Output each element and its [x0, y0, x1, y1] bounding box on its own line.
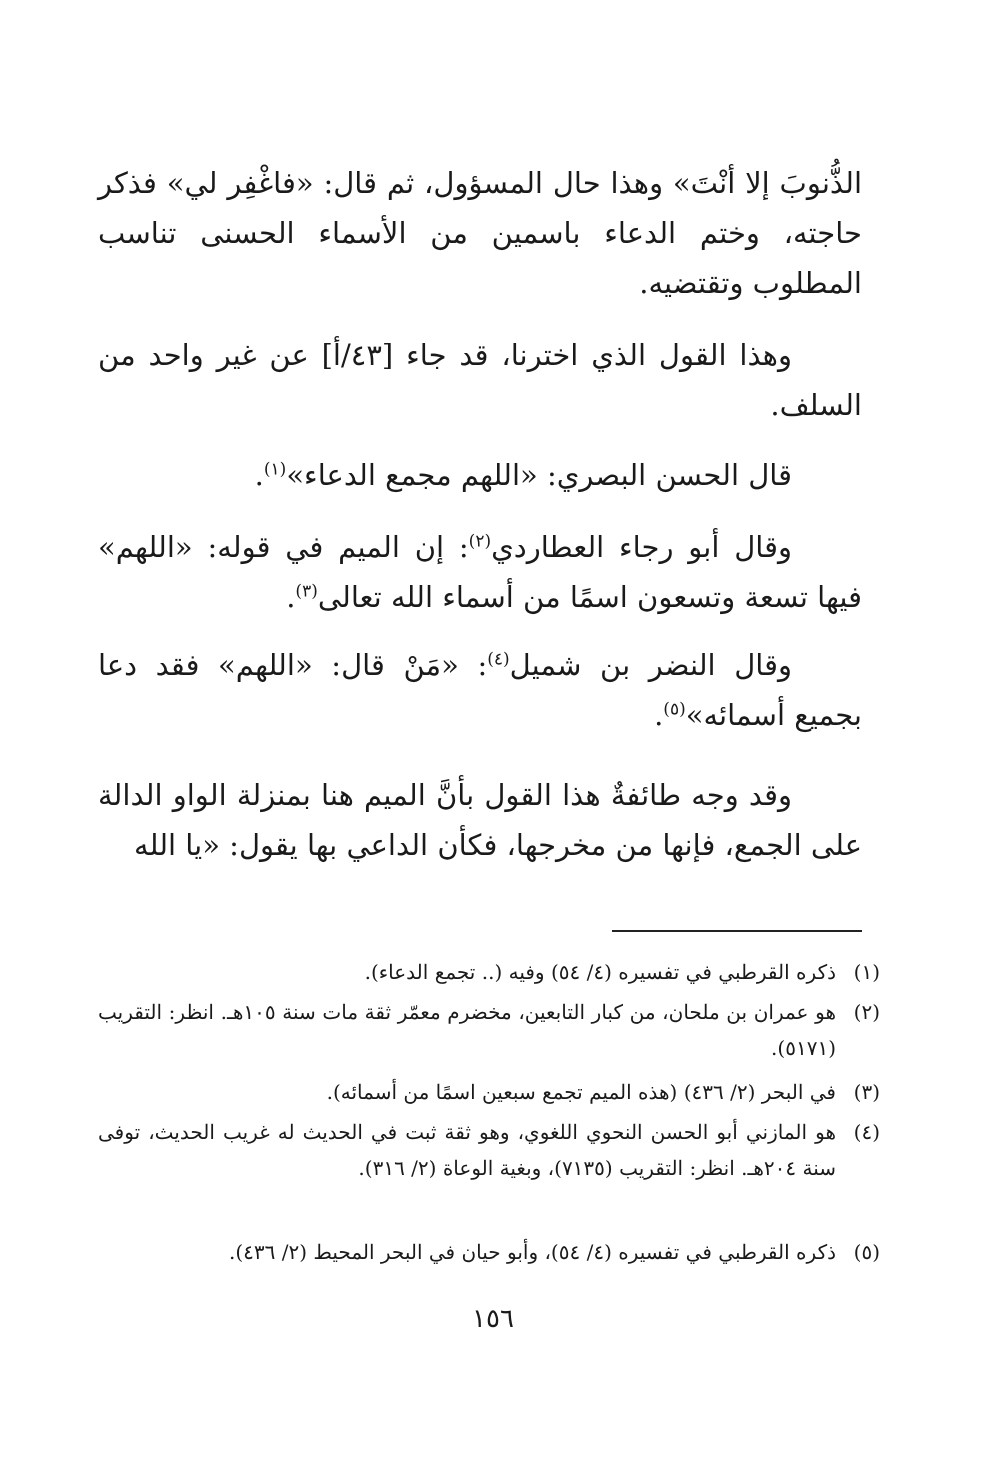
- footnote-text: هو المازني أبو الحسن النحوي اللغوي، وهو ثقة ثبت في الحديث له غريب الحديث، توفى سنة ٢٠٤هـ. انظر: التقريب (٧١٣٥)، وبغية الوعاة (٢/ ٣١٦).: [98, 1120, 836, 1180]
- footnote-number: (٣): [853, 1080, 880, 1104]
- paragraph-hasan-basri: [98, 450, 862, 500]
- footnote-text: ذكره القرطبي في تفسيره (٤/ ٥٤) وفيه (.. تجمع الدعاء).: [364, 960, 836, 984]
- footnote-ref: (٣): [295, 581, 318, 602]
- paragraph-text: قال الحسن البصري: «اللهم مجمع الدعاء»: [286, 458, 792, 492]
- paragraph-text: : «مَنْ قال: «اللهم» فقد دعا بجميع أسمائه»: [98, 648, 862, 732]
- footnote-number: (٥): [853, 1240, 880, 1264]
- paragraph-text: وقال أبو رجاء العطاردي: [491, 530, 792, 564]
- paragraph-text: الذُّنوبَ إلا أنْتَ» وهذا حال المسؤول، ثم قال: «فاغْفِر لي» فذكر حاجته، وختم الدعاء باسمين من الأسماء الحسنى تناسب المطلوب وتقتضيه.: [98, 166, 862, 300]
- paragraph-nadr-shumail: [98, 640, 862, 740]
- footnote-4: [98, 1114, 880, 1186]
- footnote-ref: (٥): [663, 699, 686, 720]
- footnote-ref: (٢): [468, 531, 492, 552]
- paragraph-continuation: [98, 158, 862, 308]
- footnote-text: هو عمران بن ملحان، من كبار التابعين، مخضرم معمّر ثقة مات سنة ١٠٥هـ. انظر: التقريب (٥١٧١).: [98, 1000, 837, 1060]
- paragraph-abu-raja: [98, 522, 862, 622]
- footnote-1: [98, 954, 880, 990]
- footnote-number: (٢): [853, 1000, 880, 1024]
- footnote-2: [98, 994, 880, 1066]
- footnote-ref: (٤): [487, 649, 510, 670]
- footnote-number: (٤): [853, 1120, 880, 1144]
- footnote-text: في البحر (٢/ ٤٣٦) (هذه الميم تجمع سبعين اسمًا من أسمائه).: [326, 1080, 836, 1104]
- footnote-ref: (١): [263, 459, 287, 480]
- page-number: ١٥٦: [472, 1304, 514, 1334]
- paragraph-mim-explanation: [98, 770, 862, 870]
- paragraph-text: وقال النضر بن شميل: [509, 648, 792, 682]
- footnote-5: [98, 1234, 880, 1270]
- paragraph-text: وهذا القول الذي اخترنا، قد جاء [٤٣/أ] عن غير واحد من السلف.: [98, 338, 862, 422]
- paragraph-chosen-opinion: [98, 330, 862, 430]
- footnote-3: [98, 1074, 880, 1110]
- footnote-text: ذكره القرطبي في تفسيره (٤/ ٥٤)، وأبو حيان في البحر المحيط (٢/ ٤٣٦).: [228, 1240, 836, 1264]
- paragraph-tail: .: [286, 580, 296, 614]
- paragraph-tail: .: [254, 458, 264, 492]
- footnote-separator: [612, 930, 862, 932]
- footnote-number: (١): [853, 960, 880, 984]
- paragraph-text: : إن الميم في قوله: «اللهم» فيها تسعة وتسعون اسمًا من أسماء الله تعالى: [98, 530, 862, 614]
- paragraph-text: وقد وجه طائفةٌ هذا القول بأنَّ الميم هنا بمنزلة الواو الدالة على الجمع، فإنها من مخرجها، فكأن الداعي بها يقول: «يا الله: [98, 778, 862, 862]
- paragraph-tail: .: [654, 698, 664, 732]
